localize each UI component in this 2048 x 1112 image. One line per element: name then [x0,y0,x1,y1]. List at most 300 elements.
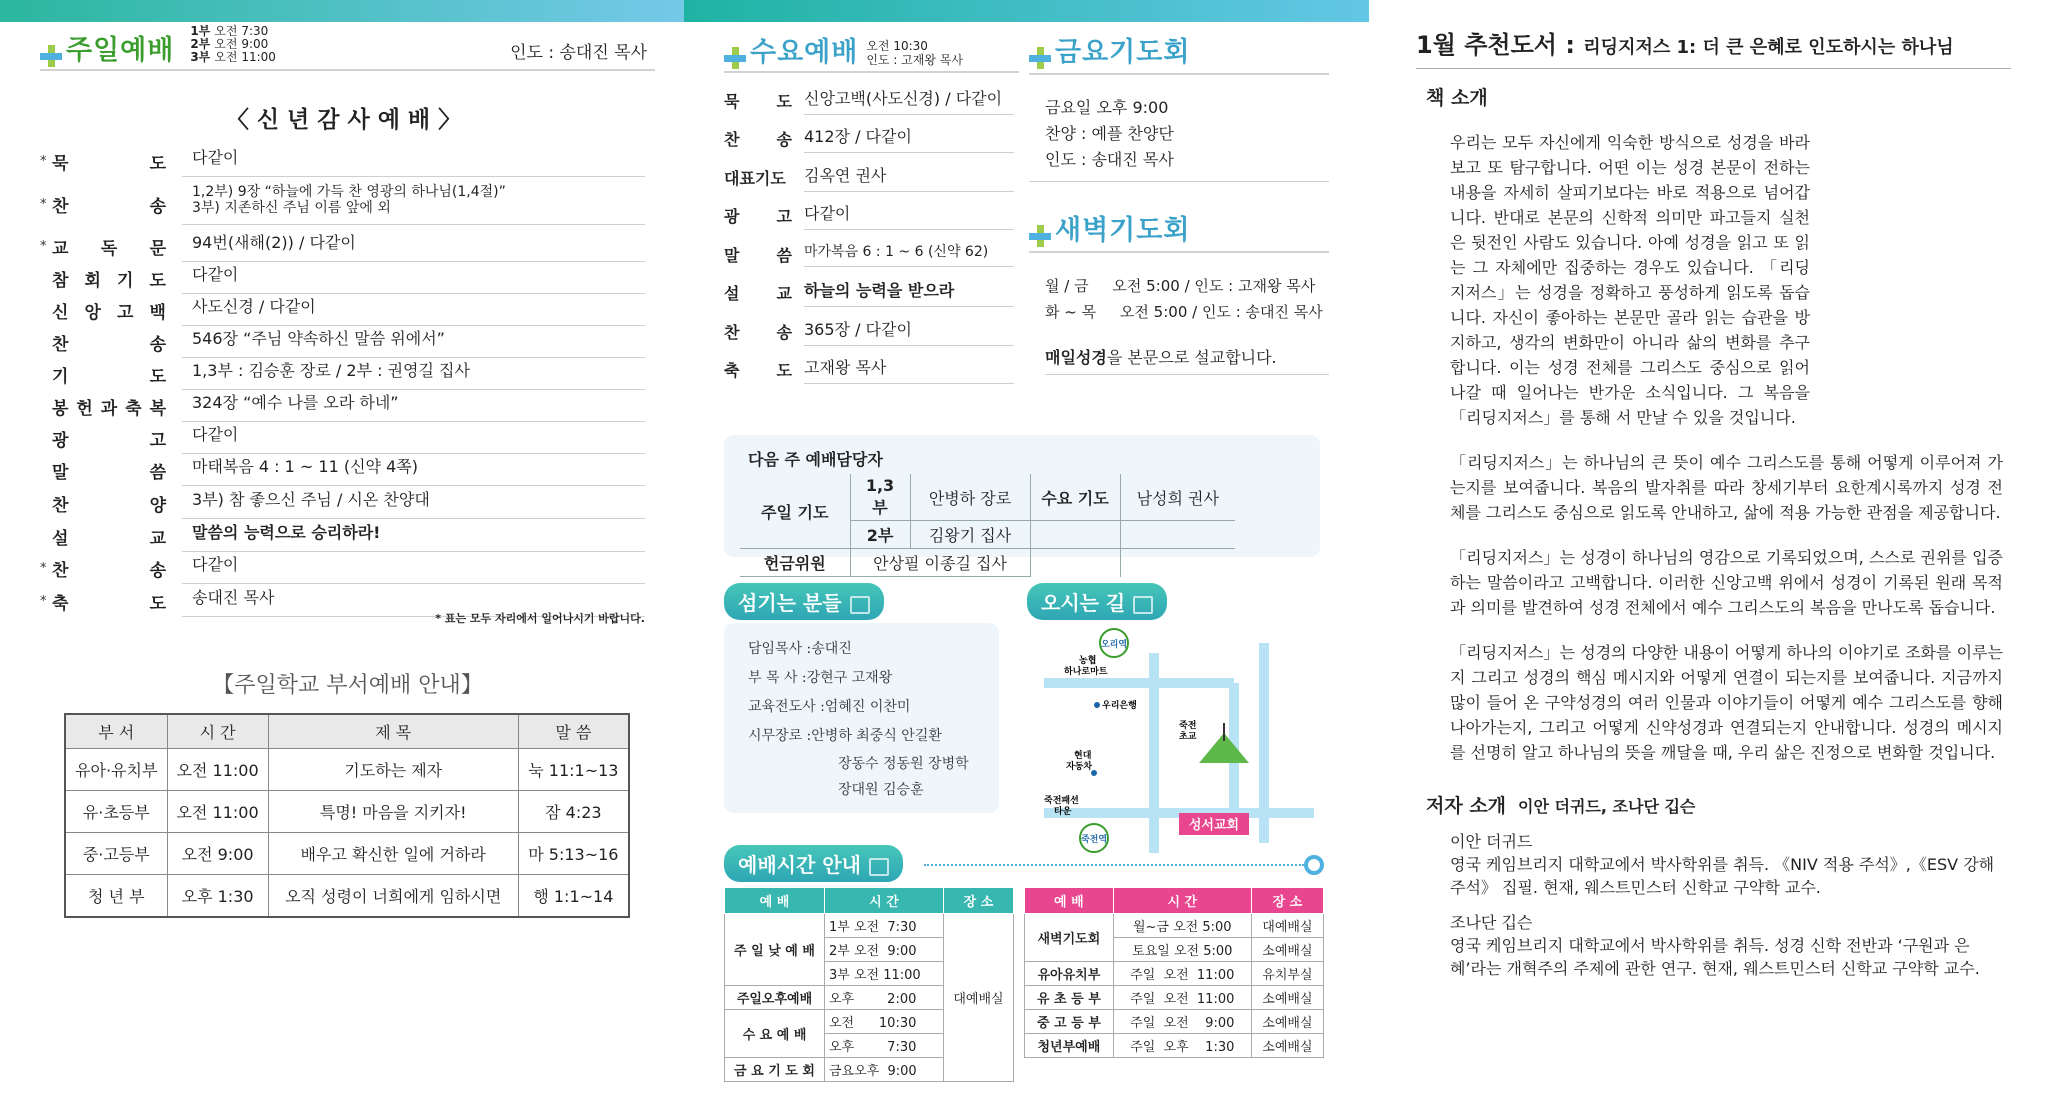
order-value: 다같이 [182,552,645,584]
author-title-text: 저자 소개 [1426,795,1507,817]
table-row [65,875,629,918]
order-row [40,294,655,326]
dawn-header [1029,208,1329,253]
order-label [52,556,182,581]
servant-role: 시무장로 : [748,728,812,744]
servant-row [748,722,987,751]
table-header: 장 소 [943,888,1013,914]
order-value: 412장 / 다같이 [804,124,1014,153]
order-value: 하늘의 능력을 받으라 [804,278,1014,307]
woori-marker [1094,702,1100,708]
order-label-char: 교 [149,528,166,549]
service-name: 주 일 낮 예 배 [725,914,825,986]
book-icon [1133,596,1153,614]
directions-section [1027,583,1167,620]
leader-label: 인도 : 송대진 목사 [510,43,647,63]
order-label-char: 묵 [52,153,69,174]
servant-names: 강현구 고재왕 [806,670,893,686]
table-cell: 마 5:13~16 [518,833,629,875]
order-label [52,234,182,259]
table-row [1025,914,1324,938]
order-row [40,552,655,584]
table-cell: 특명! 마음을 지키자! [268,791,518,833]
friday-line: 찬양 : 예플 찬양단 [1045,124,1174,143]
midweek-column [724,30,1329,1110]
order-label-char: 광 [52,430,69,451]
book-heading: 1월 추천도서 : [1416,31,1575,59]
service-times-section [724,845,1329,1079]
cross-icon [1029,47,1051,69]
order-label-char: 축 [52,593,69,614]
book-paragraph: 「리딩지저스」는 성경이 하나님의 영감으로 기록되었으며, 스스로 권위를 입증하는 말씀이라고 고백합니다. 이러한 신앙고백 위에서 성경이 기록된 원래 목적과 의미를 발견하여 성경 전체에서 예수 그리스도의 복음을 만나도록 돕습니다. [1450,548,2003,617]
order-row [724,158,1014,197]
order-value: 3부) 참 좋으신 주님 / 시온 찬양대 [182,487,645,519]
table-cell: 오전 11:00 [167,749,268,791]
table-row [65,749,629,791]
service-name: 새벽기도회 [1025,914,1114,962]
order-label [52,524,182,549]
servant-names: 장동수 정동원 장병학 [838,756,969,772]
service-place: 유치부실 [1251,962,1323,986]
order-label-char: 찬 [52,196,69,217]
order-value: 다같이 [182,145,645,177]
order-label-char: 송 [149,196,166,217]
servant-names: 엄혜진 이찬미 [824,699,911,715]
top-color-bar [0,0,684,22]
servant-names: 장대원 김승훈 [838,782,924,798]
dawn-line: 월 / 금 오전 5:00 / 인도 : 고재왕 목사 [1045,277,1316,295]
order-label-char: 말 [52,462,69,483]
service-times-right [1024,887,1324,1058]
order-row [40,178,655,230]
section-title: 주일예배 [66,35,175,66]
friday-body [1045,95,1329,173]
order-value: 송대진 목사 [182,585,645,617]
service-times [190,25,276,64]
table-header: 시 간 [167,714,268,749]
order-label-char: 도 [149,593,166,614]
table-row [1025,1010,1324,1034]
order-label [724,320,804,343]
table-header: 시 간 [825,888,944,914]
order-label-char: 찬 [52,495,69,516]
leader-label: 인도 : 고재왕 목사 [866,53,963,67]
table-cell: 행 1:1~14 [518,875,629,918]
order-label-char: 찬 [52,560,69,581]
order-row [40,358,655,390]
table-cell: 잠 4:23 [518,791,629,833]
author-bio: 영국 케임브리지 대학교에서 박사학위를 취득. 성경 신학 전반과 ‘구원과 은혜’라는 개혁주의 주제에 관한 연구. 현재, 웨스트민스터 신학교 구약학 교수. [1450,936,1980,978]
table-header: 제 목 [268,714,518,749]
book-paragraph: 우리는 모두 자신에게 익숙한 방식으로 성경을 바라보고 또 탐구합니다. 어떤 이는 성경 본문이 전하는 내용을 자세히 살피기보다는 바로 적용으로 넘어갑니다. 반대로 본문의 신학적 의미만 파고들지 실천은 뒷전인 사람도 있습니다. 아예 성경을 읽고 또 읽는 그 자체에만 집중하는 경우도 있습니다. 「리딩지저스」는 성경을 정확하고 풍성하게 읽도록 돕습니다. 자신이 좋아하는 본문만 골라 읽는 습관을 방지하고, 생각의 변화만이 아니라 삶의 변화를 추구합니다. 이는 성경 전체를 그리스도 중심으로 읽어 나갈 때 일어나는 반가운 소식입니다. 그 복음을 「리딩지저스」를 통해 서 만날 수 있을 것입니다. [1450,133,1810,427]
service-place: 소예배실 [1251,986,1323,1010]
map-label-jukjeonyeok: 죽전역 [1080,835,1108,845]
table-cell: 오전 11:00 [167,791,268,833]
stand-marker: * [40,560,47,576]
order-label [52,458,182,483]
time-label: 오전 10:30 [866,39,928,53]
service-place: 대예배실 [1251,914,1323,938]
duty-empty [1120,521,1235,549]
table-cell: 기도하는 제자 [268,749,518,791]
stand-note: * 표는 모두 자리에서 일어나시기 바랍니다. [435,612,645,625]
dawn-line: 화 ~ 목 오전 5:00 / 인도 : 송대진 목사 [1045,303,1323,321]
service-place: 소예배실 [1251,938,1323,962]
stand-marker: * [40,196,47,212]
order-label-char: 도 [776,91,792,111]
order-label-char: 고 [776,207,792,227]
order-label-char: 축 [125,398,142,419]
book-header [1416,25,2011,69]
sunday-header [40,25,655,71]
part-label: 3부 [190,50,211,64]
servants-box [724,623,999,813]
map-label-orikyok: 오리역 [1100,640,1128,650]
order-label-char: 도 [776,361,792,381]
service-name: 유 초 등 부 [1025,986,1114,1010]
order-label-char: 도 [149,366,166,387]
time-label: 오전 7:30 [214,24,269,38]
table-header: 시 간 [1113,888,1251,914]
order-label-char: 씀 [149,462,166,483]
table-cell: 유·초등부 [65,791,167,833]
service-times-title-text: 예배시간 안내 [738,853,861,877]
sunday-school-title: 【주일학교 부서예배 안내】 [212,673,483,698]
order-label [724,358,804,381]
order-label-char: 송 [149,560,166,581]
order-label [724,204,804,227]
order-row [40,486,655,520]
table-cell: 오전 9:00 [167,833,268,875]
table-row [1025,1034,1324,1058]
order-label-char: 기 [117,270,134,291]
service-time: 주일 오후 1:30 [1113,1034,1251,1058]
cross-icon [724,47,746,69]
stand-marker: * [40,593,47,609]
order-row [724,120,1014,159]
map-label-hyundai: 현대 자동차 [1066,751,1093,772]
section-title: 금요기도회 [1055,37,1191,68]
daily-bible-note [1045,345,1329,375]
service-name: 금 요 기 도 회 [725,1058,825,1082]
dawn-body [1045,273,1329,325]
order-label-char: 양 [149,495,166,516]
order-label-char: 문 [149,238,166,259]
order-label-char: 교 [776,284,792,304]
order-row [40,262,655,294]
servant-role: 부 목 사 : [748,670,807,686]
order-label-char: 독 [100,238,118,259]
order-row [40,520,655,552]
table-cell: 눅 11:1~13 [518,749,629,791]
servants-section [724,583,969,798]
duty-empty [1030,549,1120,577]
order-row [724,312,1014,351]
service-time: 오후 2:00 [825,986,944,1010]
order-label-char: 송 [149,334,166,355]
section-title: 새벽기도회 [1055,215,1191,246]
order-label-char: 도 [149,153,166,174]
stand-marker: * [40,153,47,169]
order-value: 94번(새해(2)) / 다같이 [182,230,645,262]
daily-bible-bold: 매일성경 [1045,348,1107,367]
order-label-char: 설 [724,284,740,304]
order-row [724,235,1014,274]
service-time: 오전 10:30 [825,1010,944,1034]
order-label-char: 앙 [84,302,101,323]
ring-icon [1304,855,1324,875]
author-entry [1450,830,2003,899]
order-value: 말씀의 능력으로 승리하라! [182,520,645,552]
table-cell: 청 년 부 [65,875,167,918]
servant-row [748,693,987,722]
service-time: 1부 오전 7:30 [825,914,944,938]
servant-role: 교육전도사 : [748,699,825,715]
author-bio: 영국 케임브리지 대학교에서 박사학위를 취득. 《NIV 적용 주석》,《ESV 강해 주석》 집필. 현재, 웨스트민스터 신학교 구약학 교수. [1450,855,1995,897]
church-map [1034,623,1324,863]
top-color-bar [684,0,1369,22]
order-label-char: 씀 [776,245,792,265]
order-label [52,362,182,387]
servant-row [748,664,987,693]
order-row [40,454,655,486]
service-time: 오후 7:30 [825,1034,944,1058]
order-label [52,330,182,355]
table-header: 예 배 [725,888,825,914]
worship-order [40,144,655,625]
service-times-title [724,845,903,882]
order-value: 다같이 [182,422,645,454]
hyundai-marker [1091,770,1097,776]
order-row [724,197,1014,236]
service-time: 주일 오전 9:00 [1113,1010,1251,1034]
duty-name: 안상필 이종길 집사 [850,549,1030,577]
friday-line: 금요일 오후 9:00 [1045,98,1169,117]
order-label-char: 도 [149,270,166,291]
book-icon [850,596,870,614]
duty-title: 다음 주 예배담당자 [748,450,883,469]
order-row [724,81,1014,120]
order-label-char: 대표기도 [724,168,786,188]
order-label [724,243,804,266]
friday-header [1029,30,1329,75]
order-value: 1,2부) 9장 “하늘에 가득 찬 영광의 하나님(1,4절)” 3부) 지존하신 주님 이름 앞에 외 [182,184,645,225]
duty-label: 수요 기도 [1030,474,1120,521]
order-label-char: 광 [724,207,740,227]
duty-name: 안병하 장로 [910,474,1030,521]
order-label-char: 교 [52,238,69,259]
book-paragraph: 「리딩지저스」는 하나님의 큰 뜻이 예수 그리스도를 통해 어떻게 이루어져 가는지를 보여줍니다. 복음의 발자취를 따라 창세기부터 요한계시록까지 성경 전체를 그리스도 중심으로 읽도록 안내하고, 삶에 적용 가능한 관점을 제공합니다. [1450,453,2003,522]
order-row [40,390,655,422]
table-row [65,833,629,875]
service-time: 주일 오전 11:00 [1113,986,1251,1010]
order-label-char: 신 [52,302,69,323]
table-cell: 유아·유치부 [65,749,167,791]
map-label-church: 성서교회 [1188,818,1240,833]
author-entry [1450,911,2003,980]
order-label [724,127,804,150]
order-value: 마가복음 6 : 1 ~ 6 (신약 62) [804,241,1014,267]
order-row [40,144,655,178]
servant-row [748,635,987,664]
authors-line: 이안 더귀드, 조나단 깁슨 [1518,797,1696,816]
book-paragraph: 「리딩지저스」는 성경의 다양한 내용이 어떻게 하나의 이야기로 조화를 이루는지 그리고 성경의 핵심 메시지와 어떻게 연결이 되는지를 보여줍니다. 지금까지 많이 들어 온 구약성경의 여러 인물과 이야기들이 어떻게 예수 그리스도를 향해 나아가는지, 그리고 어떻게 신약성경과 연결되는지 안내합니다. 성경의 메시지를 선명히 알고 하나님의 뜻을 깨달을 때, 우리 삶은 진정으로 변화할 것입니다. [1450,643,2003,762]
order-label [724,166,804,189]
map-label-nonghyup: 농협 하나로마트 [1064,656,1108,677]
order-row [724,274,1014,313]
servants-title-text: 섬기는 분들 [738,591,842,615]
order-label [52,266,182,291]
order-label-char: 설 [52,528,69,549]
service-name: 수 요 예 배 [725,1010,825,1058]
author-name: 조나단 깁슨 [1450,913,1533,932]
order-label-char: 고 [117,302,134,323]
order-value: 324장 “예수 나를 오라 하네” [182,390,645,422]
daily-bible-rest: 을 본문으로 설교합니다. [1106,348,1277,367]
service-name: 청년부예배 [1025,1034,1114,1058]
service-time: 토요일 오전 5:00 [1113,938,1251,962]
duty-label: 주일 기도 [740,474,850,549]
order-row [40,230,655,262]
order-value: 546장 “주님 약속하신 말씀 위에서” [182,326,645,358]
order-value: 사도신경 / 다같이 [182,294,645,326]
order-label-char: 송 [776,322,792,342]
servants-title [724,583,884,620]
service-time: 2부 오전 9:00 [825,938,944,962]
service-name: 유아유치부 [1025,962,1114,986]
order-label [52,426,182,451]
service-time: 3부 오전 11:00 [825,962,944,986]
service-place: 소예배실 [1251,1010,1323,1034]
table-row [65,791,629,833]
table-header: 말 씀 [518,714,629,749]
order-label-char: 찬 [52,334,69,355]
section-title: 수요예배 [750,37,859,68]
map-label-jukjeon-bus: 죽전패션 타운 [1044,796,1079,817]
order-label-char: 회 [84,270,101,291]
order-value: 김옥연 권사 [804,163,1014,192]
next-week-duty [724,435,1320,573]
order-label [52,192,182,217]
book-subtitle: 리딩지저스 1: 더 큰 은혜로 인도하시는 하나님 [1583,37,1954,58]
part-label: 1부 [190,24,211,38]
order-row [40,326,655,358]
order-label-char: 말 [724,245,740,265]
service-times [866,39,963,67]
book-icon [869,858,889,876]
order-label-char: 고 [149,430,166,451]
order-value: 1,3부 : 김승훈 장로 / 2부 : 권영길 집사 [182,358,645,390]
map-label-woori: 우리은행 [1102,701,1137,711]
order-label-char: 송 [776,130,792,150]
order-value: 다같이 [182,262,645,294]
order-label [52,491,182,516]
order-row [40,584,655,625]
servant-names: 송대진 [811,641,852,657]
order-label-char: 백 [149,302,166,323]
order-label-char: 묵 [724,91,740,111]
order-label [724,281,804,304]
service-time: 금요오후 9:00 [825,1058,944,1082]
duty-label: 헌금위원 [740,549,850,577]
time-label: 오전 9:00 [214,37,269,51]
cross-icon [1029,225,1051,247]
order-label-char: 봉 [52,398,69,419]
dotted-line [924,864,1304,866]
service-times-left [724,887,1014,1082]
duty-empty [1120,549,1235,577]
order-label [52,394,182,419]
table-row [1025,986,1324,1010]
table-header: 예 배 [1025,888,1114,914]
wednesday-header [724,30,1019,73]
wednesday-order [724,81,1014,389]
service-name: 중 고 등 부 [1025,1010,1114,1034]
order-label-char: 축 [724,361,740,381]
friday-line: 인도 : 송대진 목사 [1045,150,1174,169]
author-name: 이안 더귀드 [1450,832,1533,851]
service-place: 대예배실 [943,914,1013,1082]
service-time: 월~금 오전 5:00 [1113,914,1251,938]
author-title [1426,791,2003,818]
order-label-char: 찬 [724,322,740,342]
servant-names: 안병하 최중식 안길환 [811,728,942,744]
order-label [52,298,182,323]
order-label-char: 찬 [724,130,740,150]
service-place: 소예배실 [1251,1034,1323,1058]
order-value: 신앙고백(사도신경) / 다같이 [804,86,1014,115]
table-row [725,914,1014,938]
table-header: 장 소 [1251,888,1323,914]
order-label [52,149,182,174]
order-label-char: 과 [100,398,118,419]
order-label-char: 참 [52,270,69,291]
order-row [724,351,1014,390]
duty-part: 1,3부 [850,474,910,521]
table-header: 부 서 [65,714,167,749]
table-cell: 배우고 확신한 일에 거하라 [268,833,518,875]
book-column [1418,25,2003,1105]
cross-icon [40,45,62,67]
order-value: 고재왕 목사 [804,355,1014,384]
order-label-char: 헌 [76,398,93,419]
duty-part: 2부 [850,521,910,549]
table-cell: 오직 성령이 너희에게 임하시면 [268,875,518,918]
order-value: 365장 / 다같이 [804,317,1014,346]
table-cell: 중·고등부 [65,833,167,875]
author-section [1418,791,2003,980]
service-time: 주일 오전 11:00 [1113,962,1251,986]
time-label: 오전 11:00 [214,50,276,64]
map-label-jukjeon-cho: 죽전 초교 [1179,721,1197,742]
service-title: 〈신년감사예배〉 [225,107,470,133]
order-label [52,589,182,614]
duty-name: 김왕기 집사 [910,521,1030,549]
dawn-section [1029,208,1329,375]
stand-marker: * [40,238,47,254]
service-name: 주일오후예배 [725,986,825,1010]
directions-title-text: 오시는 길 [1041,591,1126,615]
friday-section [1029,30,1329,375]
order-label [724,89,804,112]
duty-table [740,474,1235,577]
divider [1029,181,1329,182]
order-value: 다같이 [804,201,1014,230]
sunday-school-table [64,713,630,918]
order-label-char: 기 [52,366,69,387]
order-label-char: 복 [149,398,166,419]
servant-role: 담임목사 : [748,641,812,657]
